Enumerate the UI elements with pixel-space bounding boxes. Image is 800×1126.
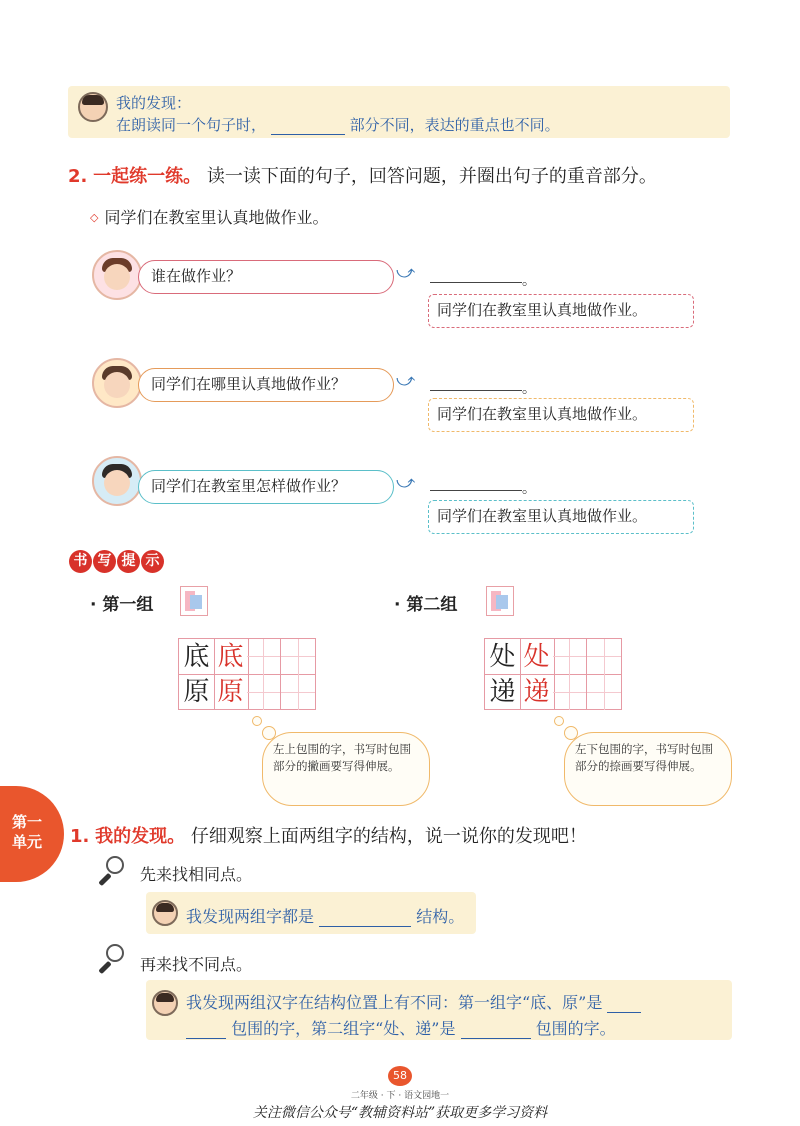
- magnifier-icon: [96, 944, 132, 980]
- arrow-right-icon: ⤻: [396, 472, 416, 493]
- answer-blank[interactable]: [319, 912, 411, 927]
- student-avatar-icon: [152, 900, 178, 926]
- writing-grid-group-1: [178, 638, 316, 710]
- hint-1-line: [186, 904, 464, 927]
- unit-tab-line-2: 单元: [11, 833, 42, 851]
- answer-sentence-box-2[interactable]: 同学们在教室里认真地做作业。: [428, 398, 694, 432]
- group-2-label: · 第二组: [394, 595, 458, 615]
- writing-tip-cloud-1: 左上包围的字，书写时包围部分的撇画要写得伸展。: [262, 732, 430, 806]
- discovery-line: [116, 114, 560, 135]
- section-1-instruction: 仔细观察上面两组字的结构，说一说你的发现吧！: [190, 826, 587, 847]
- grid-char-red: 底: [213, 639, 249, 675]
- empty-grid-cell[interactable]: [247, 674, 281, 710]
- group-1-label: · 第一组: [90, 595, 154, 615]
- answer-line-1[interactable]: [430, 282, 522, 283]
- unit-tab-line-1: 第一: [11, 813, 42, 831]
- answer-period: 。: [522, 381, 536, 397]
- practice-sentence-text: 同学们在教室里认真地做作业。: [104, 208, 329, 227]
- hint-1-before: 我发现两组字都是: [186, 907, 315, 926]
- footer-promo: 关注微信公众号“教辅资料站”获取更多学习资料: [252, 1105, 548, 1121]
- girl-avatar-icon: [92, 250, 142, 300]
- hint-2-line-1: [186, 990, 641, 1013]
- arrow-right-icon: ⤻: [396, 262, 416, 283]
- section-2-label: 一起练一练。: [93, 166, 202, 187]
- section-2-number: 2.: [68, 166, 88, 187]
- arrow-right-icon: ⤻: [396, 370, 416, 391]
- writing-tip-cloud-2: 左下包围的字，书写时包围部分的捺画要写得伸展。: [564, 732, 732, 806]
- student-avatar-icon: [78, 92, 108, 122]
- step-1-text: 先来找相同点。: [140, 865, 253, 884]
- thought-dot: [252, 716, 262, 726]
- discovery-title: 我的发现：: [116, 94, 192, 112]
- answer-sentence-box-3[interactable]: 同学们在教室里认真地做作业。: [428, 500, 694, 534]
- answer-blank[interactable]: [186, 1024, 226, 1039]
- section-2-instruction: 读一读下面的句子，回答问题，并圈出句子的重音部分。: [206, 166, 657, 187]
- grid-char: 处: [485, 639, 521, 675]
- discovery-line-after: 部分不同，表达的重点也不同。: [349, 116, 560, 134]
- empty-grid-cell[interactable]: [247, 639, 281, 675]
- hint-2-line-2-b: 包围的字。: [535, 1019, 616, 1038]
- diamond-bullet-icon: ◇: [90, 211, 99, 224]
- grid-char: 原: [179, 674, 215, 710]
- magnifier-icon: [96, 856, 132, 892]
- boy-avatar-icon: [92, 358, 142, 408]
- section-1-number: 1.: [70, 826, 90, 847]
- writing-grid-group-2: [484, 638, 622, 710]
- step-2-text: 再来找不同点。: [140, 955, 253, 974]
- empty-grid-cell[interactable]: [281, 674, 315, 710]
- hint-1-after: 结构。: [416, 907, 465, 926]
- answer-period: 。: [522, 273, 536, 289]
- thought-dot: [554, 716, 564, 726]
- discovery-line-before: 在朗读同一个句子时，: [116, 116, 267, 134]
- grid-char: 底: [179, 639, 215, 675]
- empty-grid-cell[interactable]: [587, 639, 621, 675]
- structure-top-left-icon: [180, 586, 208, 616]
- footer-grade-line: 二年级 · 下 · 语文园地一: [350, 1091, 450, 1101]
- question-bubble-1: 谁在做作业？: [138, 260, 394, 294]
- answer-sentence-box-1[interactable]: 同学们在教室里认真地做作业。: [428, 294, 694, 328]
- question-bubble-3: 同学们在教室里怎样做作业？: [138, 470, 394, 504]
- grid-char-red: 原: [213, 674, 249, 710]
- boy-with-glasses-avatar-icon: [92, 456, 142, 506]
- practice-sentence: [90, 205, 328, 228]
- page-number: 58: [388, 1066, 412, 1086]
- grid-char-red: 递: [519, 674, 555, 710]
- empty-grid-cell[interactable]: [553, 639, 587, 675]
- writing-tips-badge-char: 提: [117, 550, 140, 573]
- structure-bottom-left-icon: [486, 586, 514, 616]
- answer-line-2[interactable]: [430, 390, 522, 391]
- section-1-label: 我的发现。: [95, 826, 186, 847]
- answer-period: 。: [522, 481, 536, 497]
- empty-grid-cell[interactable]: [553, 674, 587, 710]
- answer-blank[interactable]: [461, 1024, 531, 1039]
- question-bubble-2: 同学们在哪里认真地做作业？: [138, 368, 394, 402]
- section-2-heading: [68, 162, 657, 188]
- grid-char-red: 处: [519, 639, 555, 675]
- empty-grid-cell[interactable]: [587, 674, 621, 710]
- grid-char: 递: [485, 674, 521, 710]
- student-avatar-icon: [152, 990, 178, 1016]
- writing-tips-badge-char: 写: [93, 550, 116, 573]
- hint-2-line-1-text: 我发现两组汉字在结构位置上有不同：第一组字“底、原”是: [186, 993, 603, 1012]
- writing-tips-badge-char: 书: [69, 550, 92, 573]
- hint-2-line-2-a: 包围的字，第二组字“处、递”是: [231, 1019, 456, 1038]
- answer-blank[interactable]: [271, 120, 345, 135]
- unit-side-tab: [0, 786, 64, 882]
- section-1-heading: [70, 822, 587, 848]
- hint-2-line-2: [186, 1016, 616, 1039]
- answer-blank[interactable]: [607, 998, 641, 1013]
- writing-tips-badge-char: 示: [141, 550, 164, 573]
- empty-grid-cell[interactable]: [281, 639, 315, 675]
- answer-line-3[interactable]: [430, 490, 522, 491]
